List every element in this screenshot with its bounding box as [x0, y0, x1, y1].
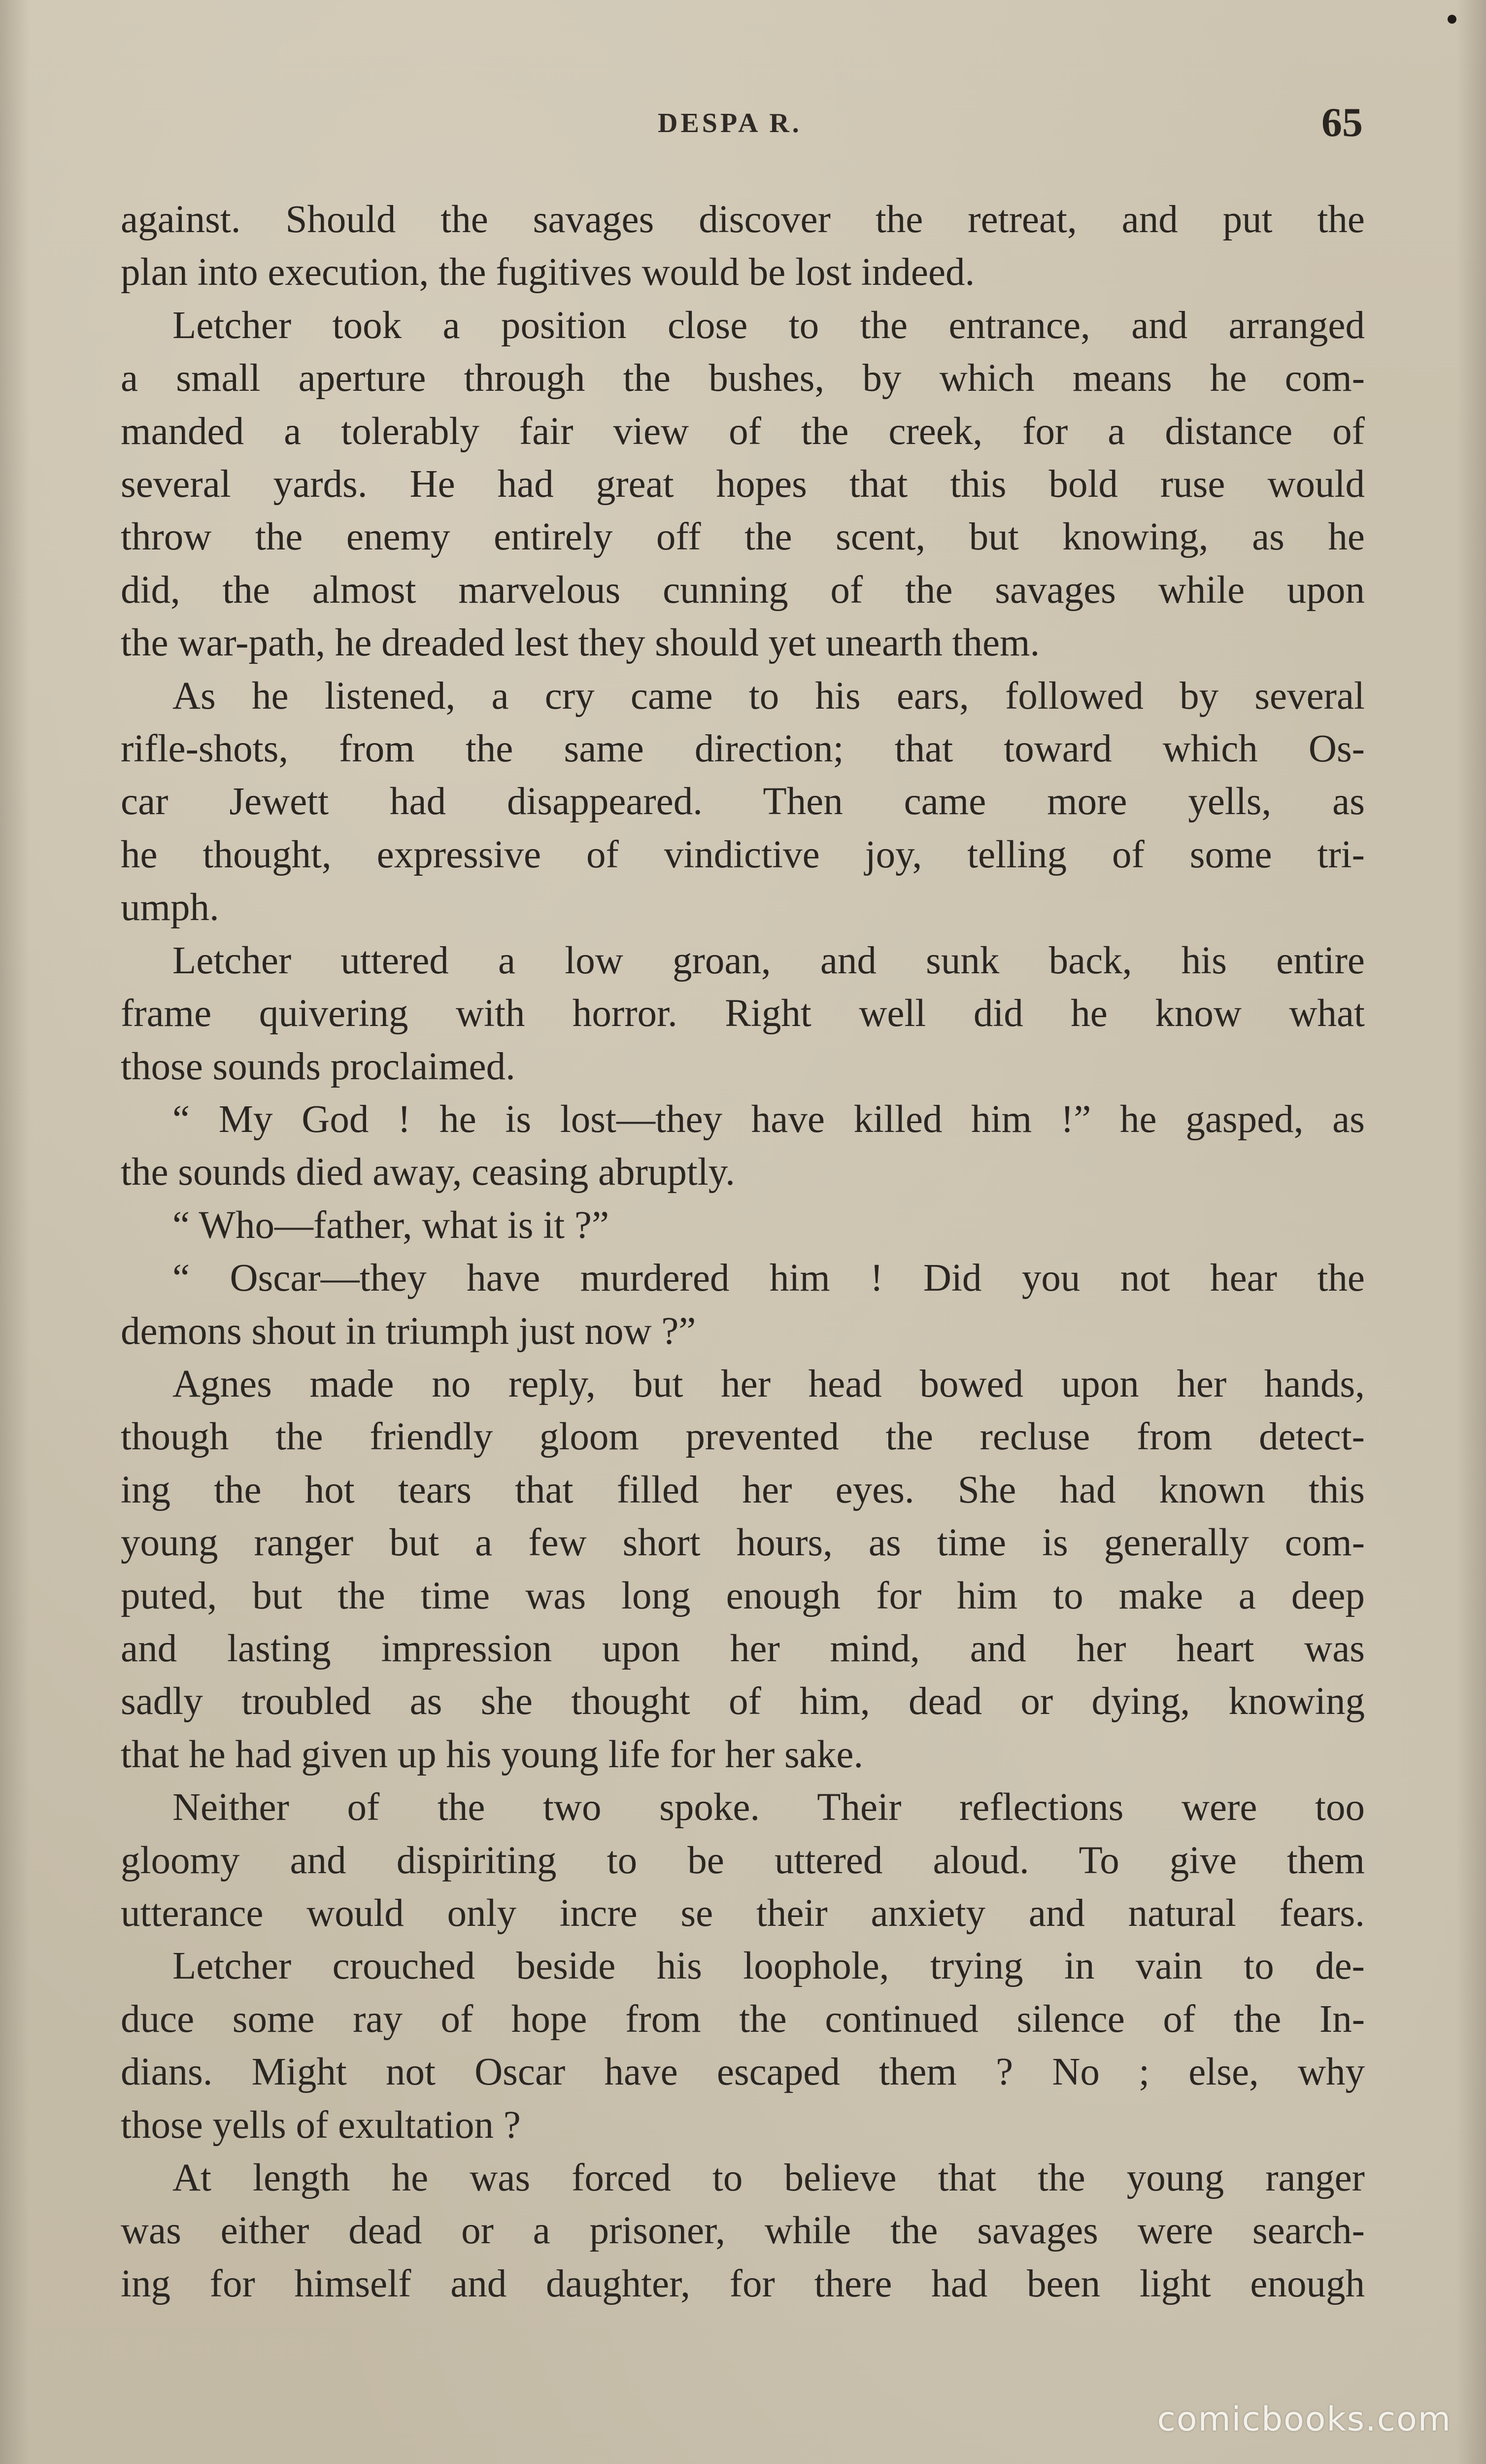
text-line: that he had given up his young life for her sake. — [121, 1733, 864, 1776]
text-line: those yells of exultation ? — [121, 2103, 521, 2147]
text-line: those sounds proclaimed. — [121, 1045, 515, 1088]
text-line: “ My God ! he is lost—they have killed him !” he gasped, as — [172, 1097, 1365, 1141]
text-line: though the friendly gloom prevented the recluse from detect- — [121, 1415, 1365, 1459]
text-line: young ranger but a few short hours, as time is generally com- — [121, 1521, 1365, 1565]
site-watermark: comicbooks.com — [1157, 2400, 1452, 2439]
text-line: the war-path, he dreaded lest they should yet unearth them. — [121, 621, 1040, 665]
page-edge-shadow-right — [1456, 0, 1486, 2464]
text-line: against. Should the savages discover the retreat, and put the — [121, 198, 1365, 241]
text-line: plan into execution, the fugitives would be lost indeed. — [121, 251, 975, 294]
text-line: rifle-shots, from the same direction; that toward which Os- — [121, 727, 1365, 771]
text-line: manded a tolerably fair view of the creek, for a distance of — [121, 410, 1365, 453]
text-line: throw the enemy entirely off the scent, but knowing, as he — [121, 515, 1365, 559]
page-body — [121, 193, 1365, 2310]
text-line: and lasting impression upon her mind, and her heart was — [121, 1627, 1365, 1670]
text-line: did, the almost marvelous cunning of the savages while upon — [121, 568, 1365, 612]
text-line: Letcher uttered a low groan, and sunk back, his entire — [172, 939, 1365, 982]
ink-speck — [1448, 15, 1456, 24]
text-line: utterance would only incre se their anxiety and natural fears. — [121, 1892, 1365, 1935]
text-line: the sounds died away, ceasing abruptly. — [121, 1151, 735, 1194]
page-edge-shadow-left — [0, 0, 30, 2464]
text-line: dians. Might not Oscar have escaped them ? No ; else, why — [121, 2051, 1365, 2094]
text-line: umph. — [121, 886, 219, 929]
text-line: ing for himself and daughter, for there had been light enough — [121, 2262, 1365, 2305]
text-line: sadly troubled as she thought of him, dead or dying, knowing — [121, 1680, 1365, 1723]
text-line: was either dead or a prisoner, while the savages were search- — [121, 2209, 1365, 2253]
running-head: DESPA R. — [658, 108, 802, 138]
text-line: demons shout in triumph just now ?” — [121, 1309, 696, 1353]
text-line: ing the hot tears that filled her eyes. She had known this — [121, 1468, 1365, 1511]
text-line: gloomy and dispiriting to be uttered aloud. To give them — [121, 1839, 1365, 1882]
page-number: 65 — [1321, 100, 1363, 145]
text-line: Agnes made no reply, but her head bowed upon her hands, — [172, 1362, 1365, 1405]
text-line: Letcher crouched beside his loophole, trying in vain to de- — [172, 1945, 1365, 1988]
text-line: Letcher took a position close to the entrance, and arranged — [172, 304, 1365, 347]
text-line: he thought, expressive of vindictive joy, telling of some tri- — [121, 833, 1365, 876]
text-line: frame quivering with horror. Right well did he know what — [121, 992, 1365, 1035]
text-line: several yards. He had great hopes that this bold ruse would — [121, 463, 1365, 506]
text-line: duce some ray of hope from the continued silence of the In- — [121, 1997, 1365, 2041]
text-line: a small aperture through the bushes, by which means he com- — [121, 357, 1365, 400]
text-line: Neither of the two spoke. Their reflections were too — [172, 1786, 1365, 1829]
text-line: As he listened, a cry came to his ears, followed by several — [172, 674, 1365, 718]
text-line: At length he was forced to believe that the young ranger — [172, 2156, 1365, 2200]
text-line: “ Who—father, what is it ?” — [172, 1203, 609, 1247]
text-line: “ Oscar—they have murdered him ! Did you not hear the — [172, 1257, 1365, 1300]
text-line: puted, but the time was long enough for him to make a deep — [121, 1574, 1365, 1617]
text-line: car Jewett had disappeared. Then came more yells, as — [121, 780, 1365, 823]
